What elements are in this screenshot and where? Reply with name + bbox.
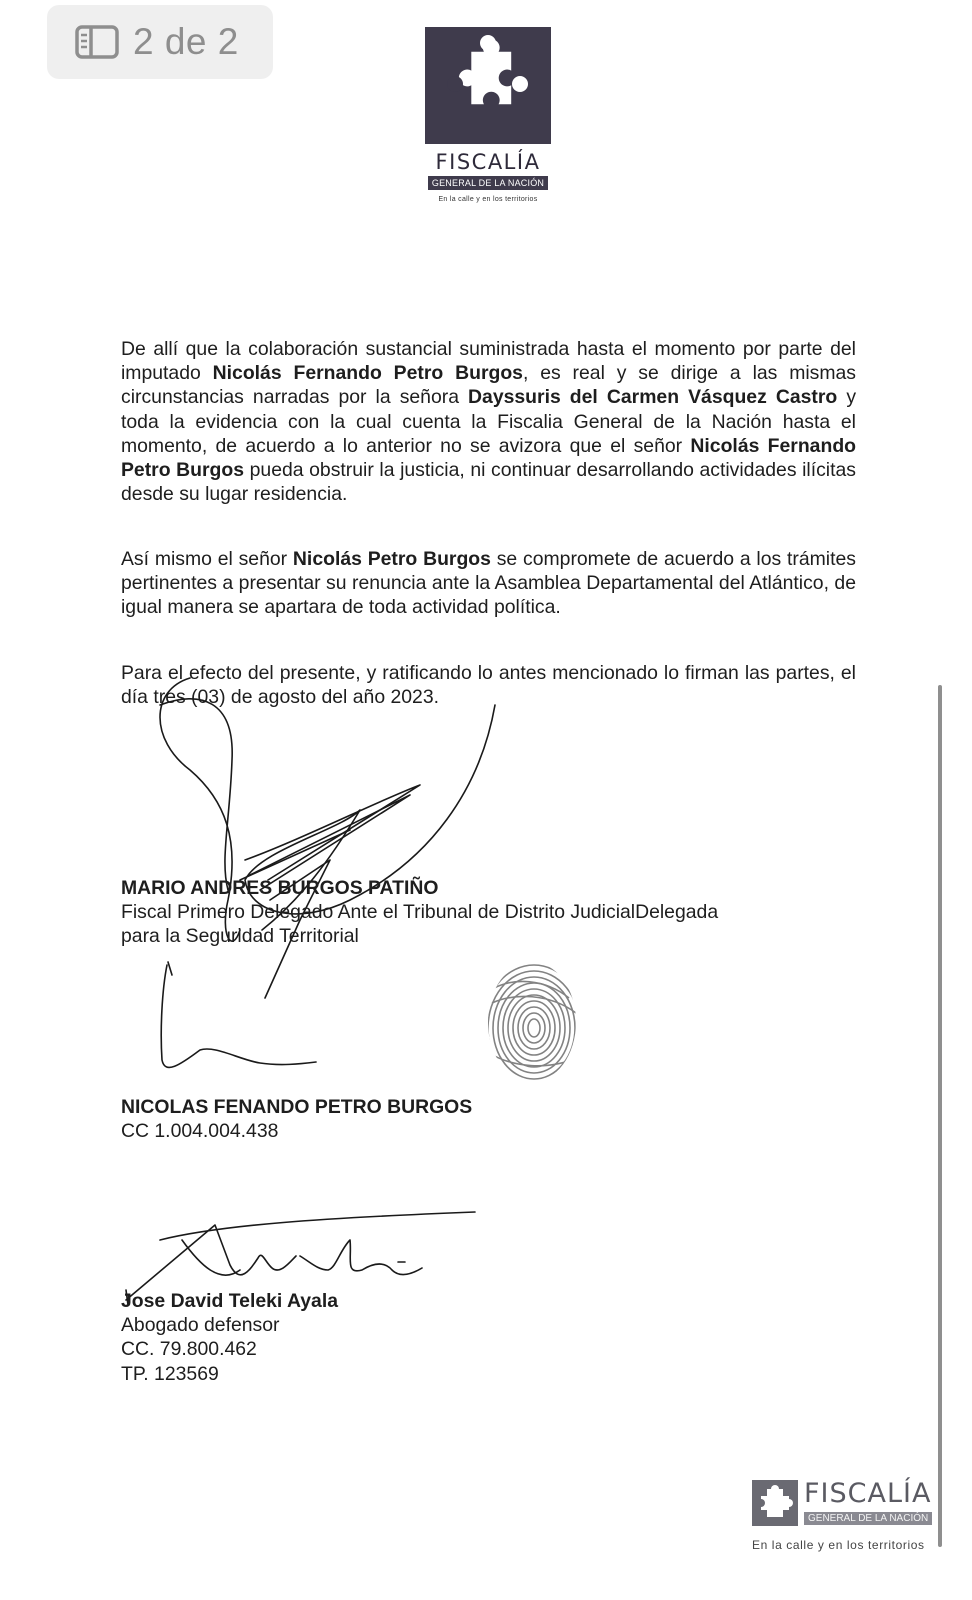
abogado-name: Jose David Teleki Ayala (121, 1290, 338, 1312)
abogado-role: Abogado defensor (121, 1314, 280, 1337)
bold-name-segment: Nicolás Fernando Petro Burgos (121, 434, 857, 482)
page-indicator-badge[interactable] (47, 5, 273, 79)
text-segment: De allí que la colaboración sustancial suministrada hasta el momento por parte del imputado (121, 338, 856, 385)
paragraph-signing (121, 661, 856, 709)
bold-name-segment: Dayssuris del Carmen Vásquez Castro (468, 386, 838, 409)
paragraph-resignation (121, 547, 856, 620)
paragraph-collaboration (121, 337, 856, 506)
text-segment: y toda la evidencia con la cual cuenta la Fiscalia General de la Nación hasta el momento, de acuerdo a lo anterior no se avizora que el señor (121, 386, 857, 457)
text-segment: , es real y se dirige a las mismas circunstancias narradas por la señora (121, 362, 856, 409)
text-segment: Así mismo el señor (121, 548, 293, 570)
imputado-name: NICOLAS FENANDO PETRO BURGOS (121, 1096, 473, 1118)
fiscal-title-line1: Fiscal Primero Delegado Ante el Tribunal de Distrito JudicialDelegada (121, 901, 719, 924)
fiscal-title-line2: para la Seguridad Territorial (121, 925, 359, 948)
puzzle-piece-icon (752, 1480, 798, 1526)
signatory-abogado (121, 1289, 338, 1386)
footer-logo-title: FISCALÍA (804, 1478, 932, 1509)
scrollbar[interactable] (938, 685, 942, 1547)
abogado-cc: CC. 79.800.462 (121, 1338, 257, 1361)
bold-name-segment: Nicolás Petro Burgos (292, 548, 491, 570)
footer-logo-tagline: En la calle y en los territorios (752, 1538, 925, 1552)
bold-name-segment: Nicolás Fernando Petro Burgos (212, 362, 523, 385)
fiscal-name: MARIO ANDRES BURGOS PATIÑO (121, 877, 439, 899)
signatory-imputado (121, 1095, 472, 1143)
page-indicator-text: 2 de 2 (133, 21, 239, 62)
footer-logo-subtitle: GENERAL DE LA NACIÓN (804, 1512, 932, 1525)
logo-tagline: En la calle y en los territorios (438, 196, 538, 203)
text-segment: Para el efecto del presente, y ratificando lo antes mencionado lo firman las partes, el día tres (03) de agosto del año 2023. (121, 662, 856, 709)
fingerprint-image (484, 958, 580, 1086)
footer-logo (752, 1480, 957, 1552)
puzzle-piece-icon (425, 27, 551, 144)
logo-subtitle: GENERAL DE LA NACIÓN (428, 176, 548, 190)
text-segment: se compromete de acuerdo a los trámites pertinentes a presentar su renuncia ante la Asamblea Departamental del Atlántico, de igual manera se apartara de toda actividad política. (121, 548, 856, 619)
abogado-tp: TP. 123569 (121, 1362, 219, 1385)
signatory-fiscal (121, 876, 821, 949)
text-segment: pueda obstruir la justicia, ni continuar desarrollando actividades ilícitas desde su lugar residencia. (121, 459, 856, 506)
logo-title: FISCALÍA (435, 150, 541, 174)
sidebar-icon[interactable] (75, 25, 119, 59)
imputado-id: CC 1.004.004.438 (121, 1120, 279, 1143)
header-logo (415, 27, 561, 203)
